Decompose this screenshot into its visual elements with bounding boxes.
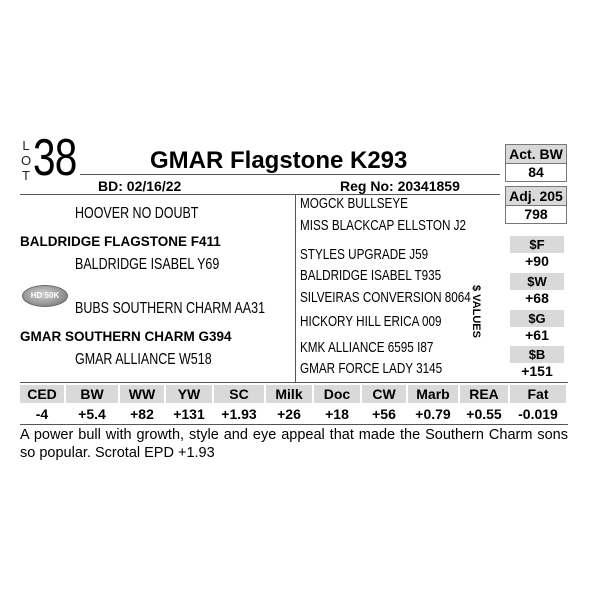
epd-value-yw: +131: [173, 406, 205, 422]
dollar-values-label: $ VALUES: [470, 285, 482, 338]
act-bw-value: 84: [505, 163, 567, 182]
pedigree-ancestor: SILVEIRAS CONVERSION 8064: [300, 289, 471, 306]
bd-value: 02/16/22: [126, 178, 182, 194]
divider: [20, 382, 568, 383]
animal-name: GMAR Flagstone K293: [150, 147, 408, 174]
epd-header-yw: YW: [166, 385, 212, 403]
epd-header-marb: Marb: [408, 385, 458, 403]
lot-letter: O: [20, 153, 32, 168]
epd-header-doc: Doc: [314, 385, 360, 403]
epd-header-sc: SC: [214, 385, 264, 403]
pedigree-ancestor: KMK ALLIANCE 6595 I87: [300, 339, 434, 356]
epd-value-bw: +5.4: [78, 406, 106, 422]
epd-value-ww: +82: [130, 406, 154, 422]
pedigree-dam-dam: GMAR ALLIANCE W518: [75, 351, 212, 368]
pedigree-sire: BALDRIDGE FLAGSTONE F411: [20, 234, 221, 249]
divider: [295, 194, 296, 382]
divider: [20, 424, 568, 425]
dollar-b-value: +151: [521, 363, 553, 379]
epd-value-doc: +18: [325, 406, 349, 422]
pedigree-sire-dam: BALDRIDGE ISABEL Y69: [75, 256, 220, 273]
epd-header-bw: BW: [66, 385, 118, 403]
description: A power bull with growth, style and eye appeal that made the Southern Charm sons so popular. Scrotal EPD +1.93: [20, 427, 568, 461]
adj-205-label: Adj. 205: [505, 186, 567, 206]
pedigree-ancestor: HICKORY HILL ERICA 009: [300, 313, 442, 330]
pedigree-ancestor: STYLES UPGRADE J59: [300, 246, 429, 263]
reg-label: Reg No:: [340, 178, 394, 194]
dollar-f-label: $F: [510, 236, 564, 253]
divider: [20, 194, 500, 195]
epd-value-sc: +1.93: [221, 406, 257, 422]
act-bw-label: Act. BW: [505, 144, 567, 164]
lot-letter: T: [22, 168, 30, 183]
bd-label: BD:: [98, 178, 123, 194]
adj-205-value: 798: [505, 205, 567, 224]
epd-value-ced: -4: [35, 406, 49, 422]
pedigree-dam: GMAR SOUTHERN CHARM G394: [20, 329, 232, 344]
birth-date: [98, 178, 181, 194]
dollar-g-value: +61: [525, 327, 549, 343]
epd-header-ww: WW: [120, 385, 164, 403]
pedigree-dam-sire: BUBS SOUTHERN CHARM AA31: [75, 300, 266, 317]
dollar-g-label: $G: [510, 310, 564, 327]
pedigree-sire-sire: HOOVER NO DOUBT: [75, 205, 199, 222]
dollar-w-value: +68: [525, 290, 549, 306]
pedigree-ancestor: MISS BLACKCAP ELLSTON J2: [300, 217, 467, 234]
epd-header-ced: CED: [20, 385, 64, 403]
lot-label: [20, 138, 32, 183]
divider: [80, 174, 500, 175]
epd-header-cw: CW: [362, 385, 406, 403]
epd-value-fat: -0.019: [518, 406, 558, 422]
reg-value: 20341859: [397, 178, 460, 194]
epd-value-milk: +26: [277, 406, 301, 422]
dollar-w-label: $W: [510, 273, 564, 290]
hd-50k-badge: HD 50K: [22, 285, 68, 307]
registration: [340, 178, 460, 194]
epd-header-fat: Fat: [510, 385, 566, 403]
epd-header-rea: REA: [460, 385, 508, 403]
dollar-b-label: $B: [510, 346, 564, 363]
pedigree-ancestor: BALDRIDGE ISABEL T935: [300, 267, 442, 284]
epd-value-marb: +0.79: [415, 406, 451, 422]
epd-value-rea: +0.55: [466, 406, 502, 422]
epd-header-milk: Milk: [266, 385, 312, 403]
pedigree-ancestor: GMAR FORCE LADY 3145: [300, 360, 443, 377]
epd-value-cw: +56: [372, 406, 396, 422]
dollar-f-value: +90: [525, 253, 549, 269]
pedigree-ancestor: MOGCK BULLSEYE: [300, 195, 408, 212]
lot-number: 38: [33, 129, 77, 187]
lot-letter: L: [22, 138, 30, 153]
